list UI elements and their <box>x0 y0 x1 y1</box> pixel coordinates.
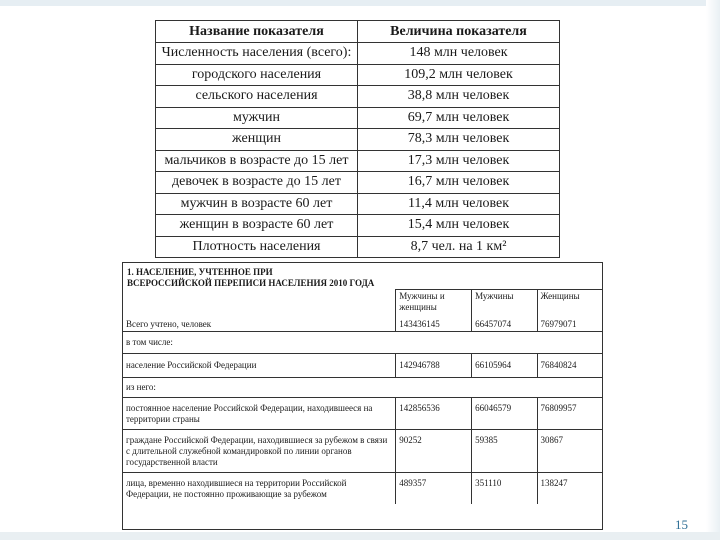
table-row <box>156 129 560 151</box>
table-row <box>156 172 560 194</box>
table-row <box>156 193 560 215</box>
rf-population-women: 76840824 <box>537 354 602 378</box>
indicator-value: 8,7 чел. на 1 км² <box>358 236 560 258</box>
census-table <box>123 289 602 504</box>
row-value-both: 142856536 <box>396 398 472 430</box>
indicator-name: сельского населения <box>156 86 358 108</box>
total-label: Всего учтено, человек <box>123 290 396 332</box>
indicator-value: 16,7 млн человек <box>358 172 560 194</box>
table-row <box>156 86 560 108</box>
indicator-name: мужчин в возрасте 60 лет <box>156 193 358 215</box>
indicator-value: 38,8 млн человек <box>358 86 560 108</box>
table-row <box>156 215 560 237</box>
indicator-value: 69,7 млн человек <box>358 107 560 129</box>
row-value-women: 30867 <box>537 430 602 473</box>
census-table-title <box>123 263 602 289</box>
table-row <box>123 473 602 505</box>
table-header-row <box>156 21 560 43</box>
row-value-men: 59385 <box>472 430 537 473</box>
col-header-men-label: Мужчины <box>475 291 514 301</box>
row-value-men: 66046579 <box>472 398 537 430</box>
row-label: лица, временно находившиеся на территории Российской Федерации, не постоянно проживающие за рубежом <box>123 473 396 505</box>
table-row <box>123 354 602 378</box>
rf-population-both: 142946788 <box>396 354 472 378</box>
col-header-women-label: Женщины <box>540 291 580 301</box>
indicator-value: 78,3 млн человек <box>358 129 560 151</box>
census-header-row <box>123 290 602 332</box>
total-women: 76979071 <box>540 319 577 329</box>
table-row <box>123 398 602 430</box>
indicator-name: Плотность населения <box>156 236 358 258</box>
rf-population-label: население Российской Федерации <box>123 354 396 378</box>
indicator-value: 11,4 млн человек <box>358 193 560 215</box>
census-title-line2: ВСЕРОССИЙСКОЙ ПЕРЕПИСИ НАСЕЛЕНИЯ 2010 ГОДА <box>127 278 375 288</box>
row-value-women: 76809957 <box>537 398 602 430</box>
table-row <box>123 430 602 473</box>
indicator-name: городского населения <box>156 64 358 86</box>
indicator-name: Численность населения (всего): <box>156 43 358 65</box>
row-label: граждане Российской Федерации, находившиеся за рубежом в связи с длительной служебной командировкой по линии органов государственной власти <box>123 430 396 473</box>
of-them-label: из него: <box>123 378 602 398</box>
header-indicator-value: Величина показателя <box>358 21 560 43</box>
subheading-row <box>123 332 602 354</box>
top-decor-bar <box>0 0 720 6</box>
indicator-name: девочек в возрасте до 15 лет <box>156 172 358 194</box>
row-label: постоянное население Российской Федерации, находившееся на территории страны <box>123 398 396 430</box>
table-row <box>156 107 560 129</box>
col-header-women <box>537 290 602 332</box>
table-row <box>156 43 560 65</box>
table-row <box>156 64 560 86</box>
right-decor-band <box>706 0 720 540</box>
indicator-name: женщин <box>156 129 358 151</box>
census-title-line1: 1. НАСЕЛЕНИЕ, УЧТЕННОЕ ПРИ <box>127 267 273 277</box>
col-header-both-label: Мужчины и женщины <box>399 291 445 312</box>
indicator-value: 17,3 млн человек <box>358 150 560 172</box>
subheading-row <box>123 378 602 398</box>
table-row <box>156 236 560 258</box>
page-number: 15 <box>675 517 688 532</box>
indicator-value: 109,2 млн человек <box>358 64 560 86</box>
indicator-value: 15,4 млн человек <box>358 215 560 237</box>
col-header-men <box>472 290 537 332</box>
rf-population-men: 66105964 <box>472 354 537 378</box>
row-value-men: 351110 <box>472 473 537 505</box>
population-indicators-table <box>155 20 560 258</box>
row-value-both: 489357 <box>396 473 472 505</box>
table-row <box>156 150 560 172</box>
in-that-number-label: в том числе: <box>123 332 602 354</box>
census-2010-table-block <box>122 262 603 530</box>
indicator-name: женщин в возрасте 60 лет <box>156 215 358 237</box>
total-both: 143436145 <box>399 319 440 329</box>
row-value-women: 138247 <box>537 473 602 505</box>
indicator-value: 148 млн человек <box>358 43 560 65</box>
col-header-both <box>396 290 472 332</box>
indicator-name: мужчин <box>156 107 358 129</box>
bottom-decor-bar <box>0 532 720 540</box>
row-value-both: 90252 <box>396 430 472 473</box>
indicator-name: мальчиков в возрасте до 15 лет <box>156 150 358 172</box>
header-indicator-name: Название показателя <box>156 21 358 43</box>
total-men: 66457074 <box>475 319 512 329</box>
